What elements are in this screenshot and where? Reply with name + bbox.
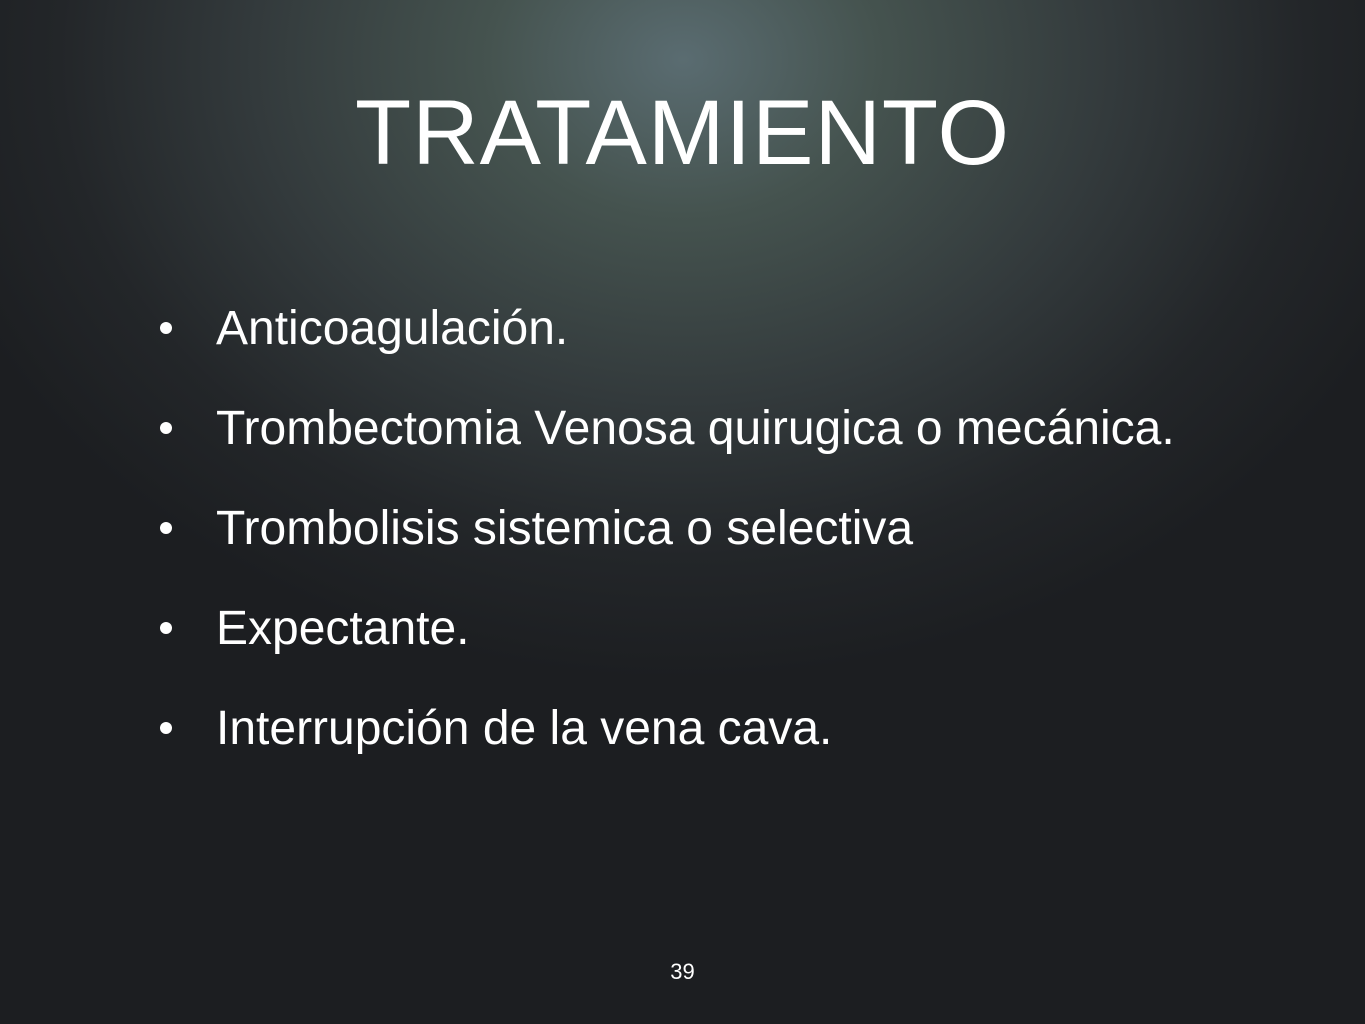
bullet-text: Expectante. xyxy=(216,602,470,655)
bullet-item-1 xyxy=(150,300,1250,358)
bullet-text: Interrupción de la vena cava. xyxy=(216,702,833,755)
bullet-text: Trombectomia Venosa quirugica o mecánica. xyxy=(216,402,1175,455)
bullet-text: Anticoagulación. xyxy=(216,302,569,355)
bullet-text: Trombolisis sistemica o selectiva xyxy=(216,502,914,555)
slide-title: TRATAMIENTO xyxy=(355,82,1010,184)
bullet-item-3 xyxy=(150,500,1250,558)
bullet-dot-icon xyxy=(160,622,172,634)
bullet-dot-icon xyxy=(160,322,172,334)
bullet-item-4 xyxy=(150,600,1250,658)
bullet-item-5 xyxy=(150,700,1250,758)
bullet-item-2 xyxy=(150,400,1250,458)
bullet-dot-icon xyxy=(160,422,172,434)
bullet-dot-icon xyxy=(160,722,172,734)
bullet-dot-icon xyxy=(160,522,172,534)
bullet-list xyxy=(150,300,1250,800)
page-number: 39 xyxy=(670,959,695,984)
